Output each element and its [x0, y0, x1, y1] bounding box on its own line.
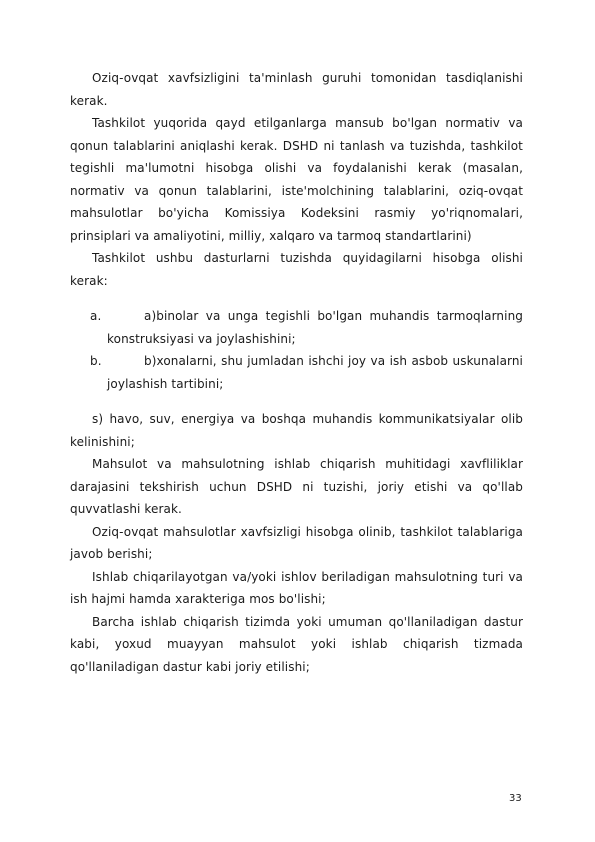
paragraph-utilities: s) havo, suv, energiya va boshqa muhandis kommunikatsiyalar olib kelinishini; — [70, 412, 523, 449]
considerations-list — [70, 305, 523, 395]
list-item — [70, 305, 523, 350]
paragraph-implementation: Barcha ishlab chiqarish tizimda yoki umuman qo'llaniladigan dastur kabi, yoxud muayyan mahsulot yoki ishlab chiqarish tizmada qo'llaniladigan dastur kabi joriy etilishi; — [70, 614, 523, 674]
paragraph-considerations-intro: Tashkilot ushbu dasturlarni tuzishda quyidagilarni hisobga olishi kerak: — [70, 251, 523, 288]
paragraph-product-type: Ishlab chiqarilayotgan va/yoki ishlov beriladigan mahsulotning turi va ish hajmi hamda xarakteriga mos bo'lishi; — [70, 569, 523, 606]
document-body — [70, 67, 523, 678]
list-item-text: a)binolar va unga tegishli bo'lgan muhandis tarmoqlarning konstruksiyasi va joylashishini; — [107, 309, 523, 346]
paragraph-legal-requirements: Tashkilot yuqorida qayd etilganlarga mansub bo'lgan normativ va qonun talablarini aniqlashi kerak. DSHD ni tanlash va tuzishda, tashkilot tegishli ma'lumotni hisobga olishi va foydalanishi kerak (masalan, normativ va qonun talablarini, iste'molchining talablarini, oziq-ovqat mahsulotlar bo'yicha Komissiya Kodeksini rasmiy yo'riqnomalari, prinsiplari va amaliyotini, milliy, xalqaro va tarmoq standartlarini) — [70, 116, 523, 243]
list-marker: a. — [90, 309, 102, 323]
page-number: 33 — [509, 793, 522, 804]
paragraph-safety-requirements: Oziq-ovqat mahsulotlar xavfsizligi hisobga olinib, tashkilot talablariga javob berishi; — [70, 524, 523, 561]
paragraph-hazard-levels: Mahsulot va mahsulotning ishlab chiqarish muhitidagi xavfliliklar darajasini tekshirish uchun DSHD ni tuzishi, joriy etishi va qo'llab quvvatlashi kerak. — [70, 457, 523, 516]
paragraph-approval: Oziq-ovqat xavfsizligini ta'minlash guruhi tomonidan tasdiqlanishi kerak. — [70, 71, 523, 108]
list-item-text: b)xonalarni, shu jumladan ishchi joy va ish asbob uskunalarni joylashish tartibini; — [107, 354, 523, 391]
list-item — [70, 350, 523, 395]
list-marker: b. — [90, 354, 102, 368]
